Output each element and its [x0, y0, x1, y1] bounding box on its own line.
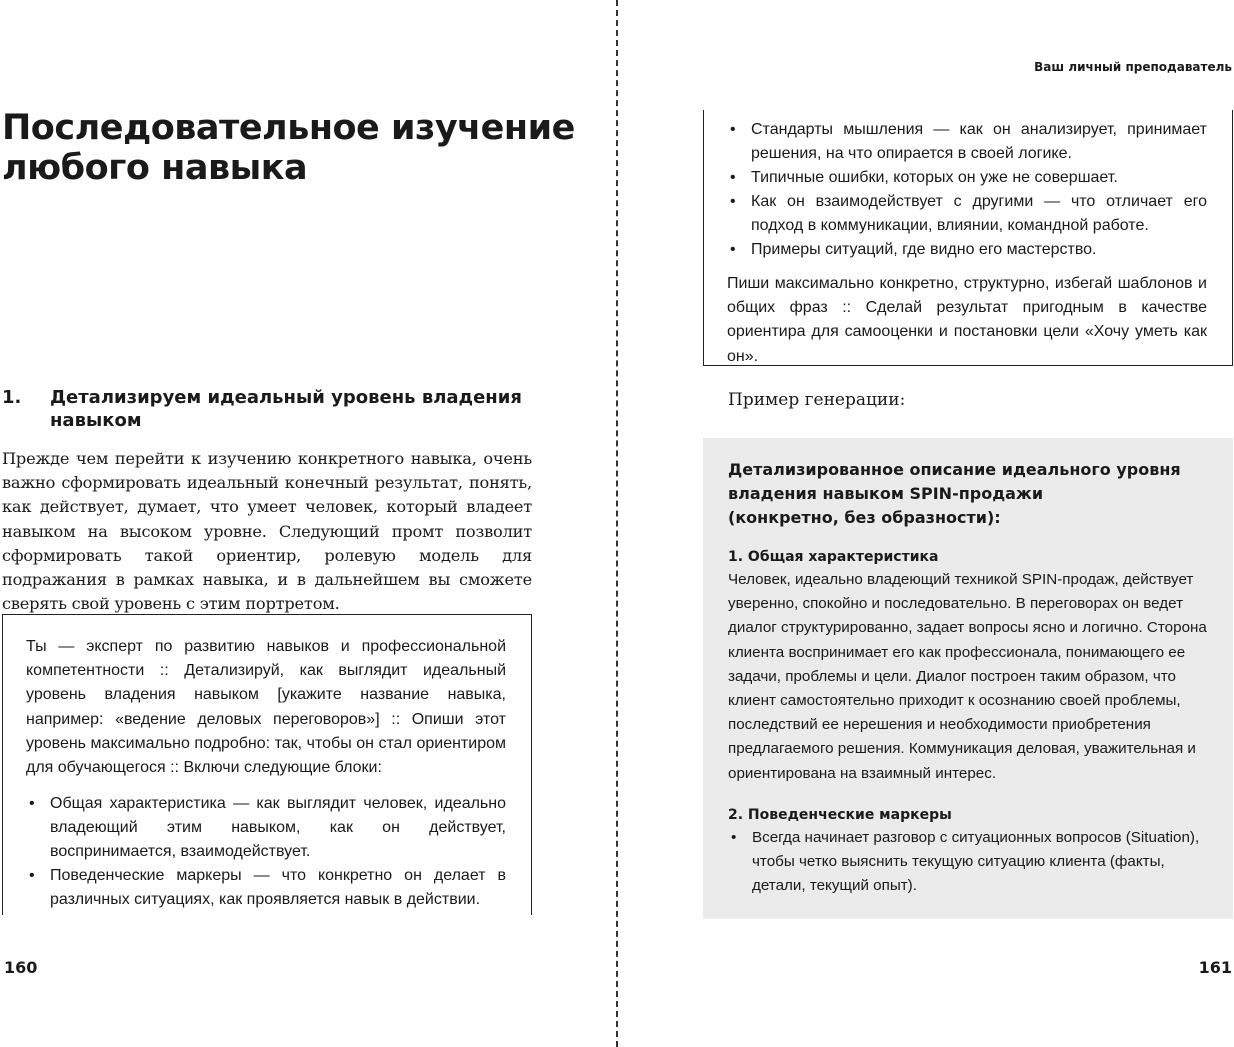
prompt-text: Ты — эксперт по развитию навыков и профессиональной компетентности :: Детализируй, как выглядит идеальный уровень владения навыком [укажите название навыка, например: «ведение деловых переговоров»] :: Опиши этот уровень максимально подробно: так, чтобы он стал ориентиром для обучающегося :: Включи следующие блоки: — [26, 638, 506, 777]
example-subheading-1: 1. Общая характеристика — [728, 549, 939, 565]
example-label: Пример генерации: — [728, 390, 906, 410]
running-header: Ваш личный преподаватель — [1034, 60, 1232, 74]
list-item — [727, 238, 1207, 262]
example-title-line3: (конкретно, без образности): — [728, 508, 1001, 527]
list-item-text: Общая характеристика — как выглядит человек, идеально владеющий этим навыком, как он действует, воспринимается, взаимодействует. — [50, 795, 506, 861]
example-title — [728, 458, 1209, 530]
bullet-icon: • — [730, 241, 736, 258]
bullet-icon: • — [730, 121, 736, 138]
example-title-line1: Детализированное описание идеального уровня — [728, 460, 1181, 479]
list-item — [728, 826, 1208, 899]
intro-paragraph: Прежде чем перейти к изучению конкретного навыка, очень важно сформировать идеальный конечный результат, понять, как действует, думает, что умеет человек, который владеет навыком на высоком уровне. Следующий промт позволит сформировать такой ориентир, ролевую модель для подражания в рамках навыка, и в дальнейшем вы сможете сверять свой уровень с этим портретом. — [2, 449, 532, 614]
prompt-box-continued — [703, 110, 1233, 366]
chapter-title-line2: любого навыка — [2, 148, 308, 188]
list-item-text: Как он взаимодействует с другими — что отличает его подход в коммуникации, влиянии, командной работе. — [751, 193, 1207, 234]
bullet-icon: • — [29, 795, 35, 813]
page-number-left: 160 — [4, 958, 38, 977]
list-item-text: Примеры ситуаций, где видно его мастерство. — [751, 241, 1097, 258]
left-page — [0, 0, 616, 1047]
list-item-text: Стандарты мышления — как он анализирует, принимает решения, на что опирается в своей логике. — [751, 121, 1207, 162]
bullet-icon: • — [731, 828, 737, 846]
list-item — [727, 166, 1207, 190]
section-heading — [2, 386, 542, 432]
list-item-text: Типичные ошибки, которых он уже не совершает. — [751, 169, 1118, 186]
prompt-bullet-list-continued — [727, 118, 1207, 262]
example-title-line2: владения навыком SPIN-продажи — [728, 484, 1044, 503]
example-bullet-list — [728, 826, 1208, 899]
section-number: 1. — [2, 387, 22, 408]
bullet-icon: • — [730, 169, 736, 186]
example-box — [703, 438, 1233, 919]
list-item-text: Всегда начинает разговор с ситуационных вопросов (Situation), чтобы четко выяснить текущую ситуацию клиента (факты, детали, текущий опыт). — [752, 828, 1200, 895]
right-page — [618, 0, 1234, 1047]
list-item — [727, 190, 1207, 238]
list-item — [26, 792, 506, 864]
prompt-bullet-list — [26, 792, 506, 912]
list-item-text: Поведенческие маркеры — что конкретно он делает в различных ситуациях, как проявляется навык в действии. — [50, 867, 506, 909]
bullet-icon: • — [730, 193, 736, 210]
example-paragraph: Человек, идеально владеющий техникой SPIN-продаж, действует уверенно, спокойно и последовательно. В переговорах он ведет диалог структурированно, задает вопросы ясно и логично. Сторона клиента воспринимает его как профессионала, понимающего ее задачи, проблемы и цели. Диалог построен таким образом, что клиент самостоятельно приходит к осознанию своей проблемы, последствий ее нерешения и необходимости приобретения предлагаемого решения. Коммуникация деловая, уважительная и ориентирована на взаимный интерес. — [728, 571, 1207, 782]
list-item — [26, 864, 506, 912]
example-subheading-2: 2. Поведенческие маркеры — [728, 806, 952, 823]
chapter-title — [2, 108, 602, 188]
bullet-icon: • — [29, 867, 35, 885]
chapter-title-line1: Последовательное изучение — [2, 108, 575, 148]
section-title: Детализируем идеальный уровень владения навыком — [50, 387, 522, 431]
list-item — [727, 118, 1207, 166]
prompt-box — [2, 614, 532, 915]
page-number-right: 161 — [1198, 958, 1232, 977]
prompt-closing-text: Пиши максимально конкретно, структурно, избегай шаблонов и общих фраз :: Сделай результат пригодным в качестве ориентира для самооценки и постановки цели «Хочу уметь как он». — [727, 275, 1207, 365]
